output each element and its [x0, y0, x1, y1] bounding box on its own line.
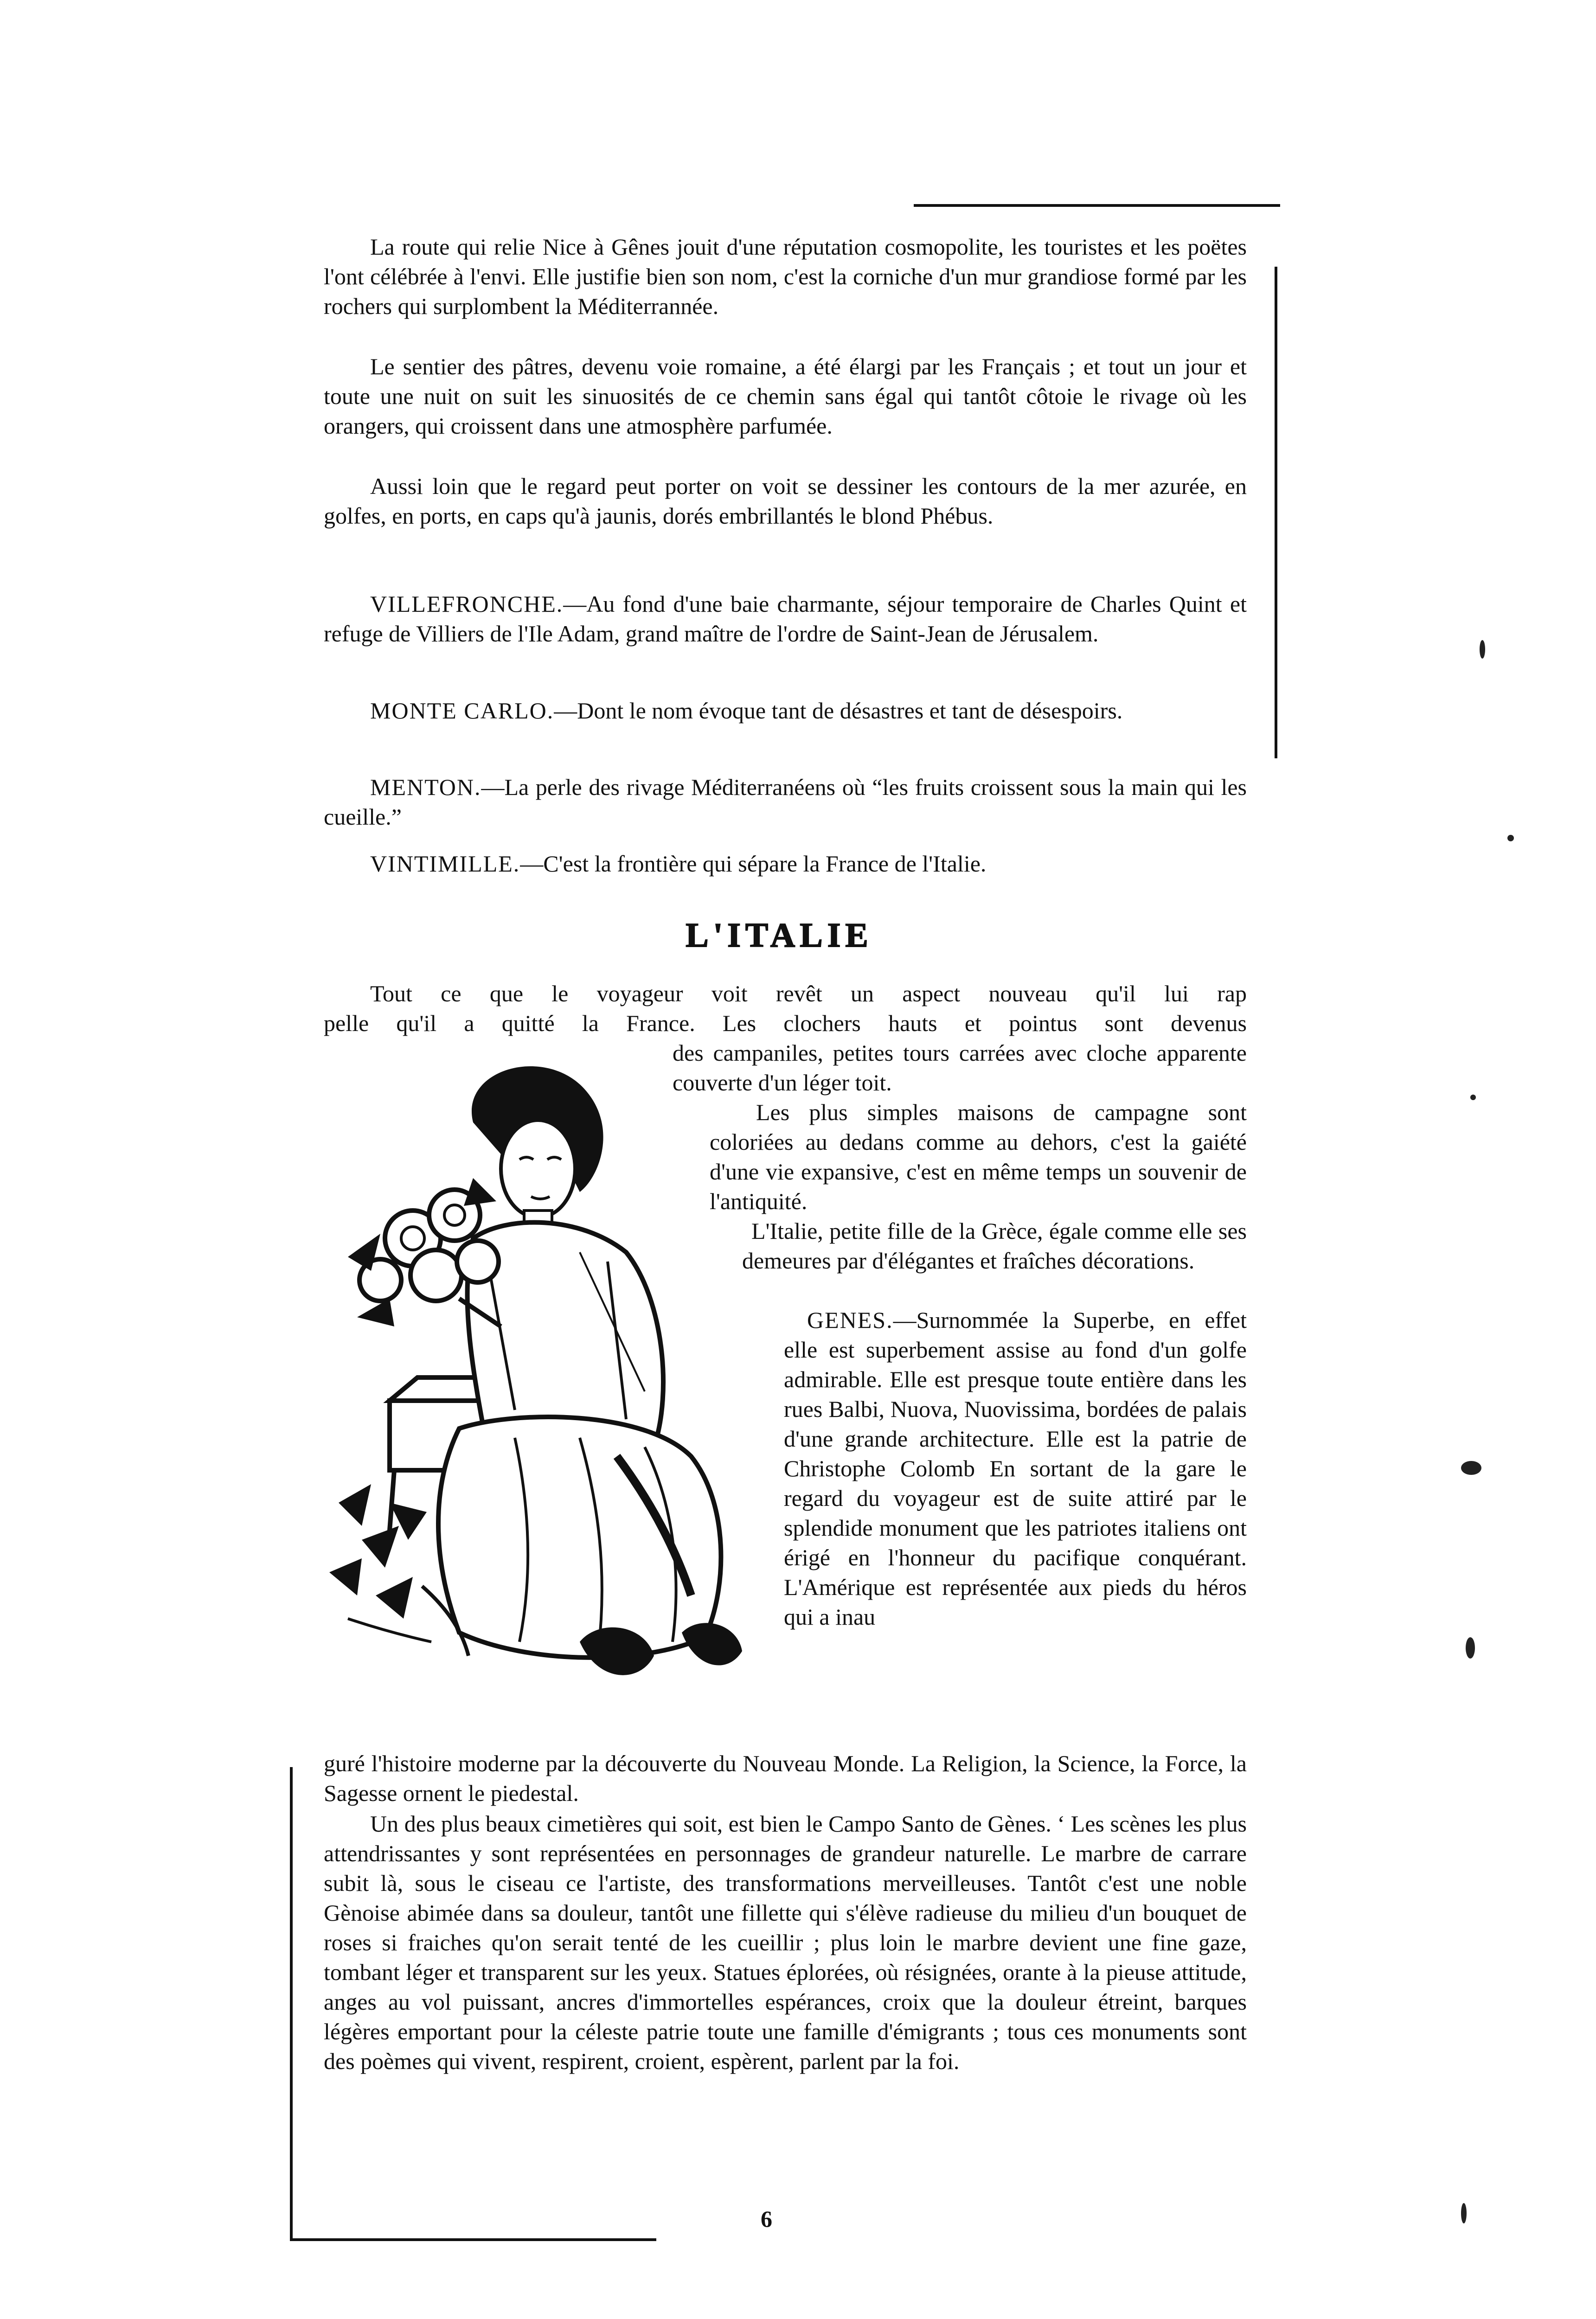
- illustration-drawing: [320, 1039, 775, 1702]
- intro-paragraph-2: Le sentier des pâtres, devenu voie romaine, a été élargi par les Français ; et tout un jour et toute une nuit on suit les sinuosités de ce chemin sans égal qui tantôt côtoie le rivage où les orangers, qui croissent dans une atmosphère parfumée.: [324, 353, 1247, 439]
- genes-end: guré l'histoire moderne par la découverte du Nouveau Monde. La Religion, la Science, la Force, la Sagesse ornent le piedestal.: [324, 1750, 1247, 1806]
- italie-wrap-1: des campaniles, petites tours carrées avec cloche apparente couverte d'un léger toit.: [673, 1040, 1247, 1095]
- intro-paragraph-1: La route qui relie Nice à Gênes jouit d'une réputation cosmopolite, les touristes et les poëtes l'ont célébrée à l'envi. Elle justifie bien son nom, c'est la corniche d'un mur grandiose formé par les rochers qui surplombent la Méditerrannée.: [324, 234, 1247, 319]
- italie-line-2: pelle qu'il a quitté la France. Les clochers hauts et pointus sont devenus: [324, 1010, 1247, 1036]
- scan-speck: [1480, 640, 1485, 659]
- scan-speck: [1470, 1095, 1476, 1100]
- place-name: VINTIMILLE.: [370, 851, 520, 877]
- place-text: —Au fond d'une baie charmante, séjour temporaire de Charles Quint et refuge de Villiers de l'Ile Adam, grand maître de l'ordre de Saint-Jean de Jérusalem.: [324, 591, 1247, 647]
- italie-wrap-2: Les plus simples maisons de campagne sont coloriées au dedans comme au dehors, c'est la gaiété d'une vie expansive, c'est en même temps un souvenir de l'antiquité.: [710, 1099, 1247, 1214]
- scan-speck: [1461, 2203, 1467, 2223]
- woman-with-bouquet-illustration: [320, 1039, 775, 1702]
- place-text: —La perle des rivage Méditerranéens où “les fruits croissent sous la main qui les cueille.”: [324, 774, 1247, 830]
- genes-text: —Surnommée la Superbe, en effet elle est superbement assise au fond d'un golfe admirable. Elle est presque toute entière dans les rues Balbi, Nuova, Nuovissima, bordées de palais d'une grande architecture. Elle est la patrie de Christophe Colomb En sortant de la gare le regard du voyageur est de suite attiré par le splendide monument que les patriotes italiens ont érigé en l'honneur du pacifique conquérant. L'Amérique est représentée aux pieds du héros qui a inau: [784, 1307, 1247, 1630]
- campo-santo-paragraph: Un des plus beaux cimetières qui soit, est bien le Campo Santo de Gènes. ‘ Les scènes les plus attendrissantes y sont représentées en personnages de grandeur naturelle. Le marbre de carrare subit là, sous le ciseau ce l'artiste, des transformations merveilleuses. Tantôt c'est une noble Gènoise abimée dans sa douleur, tantôt une fillette qui s'élève radieuse du milieu d'un bouquet de roses si fraiches qu'on serait tenté de les cueillir ; plus loin le marbre devient une fine gaze, tombant léger et transparent sur les yeux. Statues éplorées, où résignées, orante à la pieuse attitude, anges au vol puissant, ancres d'immortelles espérances, croix que la douleur étreint, barques légères emportant pour la céleste patrie toute une famille d'émigrants ; tous ces monuments sont des poèmes qui vivent, respirent, croient, espèrent, parlent par la foi.: [324, 1811, 1247, 2074]
- left-margin-rule: [290, 1767, 293, 2240]
- scan-speck: [1466, 1637, 1475, 1659]
- genes-entry: [784, 1305, 1247, 1632]
- bottom-left-rule: [290, 2238, 656, 2241]
- page-number: 6: [761, 2206, 772, 2232]
- section-heading-italie: L'ITALIE: [686, 916, 873, 955]
- scan-speck: [1507, 835, 1514, 841]
- place-entry-menton: [324, 772, 1247, 832]
- right-margin-rule: [1275, 267, 1277, 758]
- italie-wrap-3: L'Italie, petite fille de la Grèce, égale comme elle ses demeures par d'élégantes et fraîches décorations.: [742, 1218, 1247, 1274]
- place-entry-monte-carlo: [324, 696, 1247, 725]
- place-text: —Dont le nom évoque tant de désastres et tant de désespoirs.: [554, 698, 1123, 724]
- place-entry-villefranche: [324, 589, 1247, 648]
- place-name: MONTE CARLO.: [370, 698, 554, 724]
- scan-speck: [1461, 1461, 1481, 1475]
- italie-line-1: Tout ce que le voyageur voit revêt un aspect nouveau qu'il lui rap: [370, 980, 1247, 1006]
- place-entry-vintimille: [324, 849, 1247, 878]
- place-name-genes: GENES.: [807, 1307, 893, 1333]
- place-text: —C'est la frontière qui sépare la France de l'Italie.: [520, 851, 987, 877]
- place-name: VILLEFRONCHE.: [370, 591, 564, 617]
- intro-paragraph-3: Aussi loin que le regard peut porter on voit se dessiner les contours de la mer azurée, en golfes, en ports, en caps qu'à jaunis, dorés embrillantés le blond Phébus.: [324, 473, 1247, 529]
- place-name: MENTON.: [370, 774, 481, 800]
- top-right-rule: [914, 204, 1280, 207]
